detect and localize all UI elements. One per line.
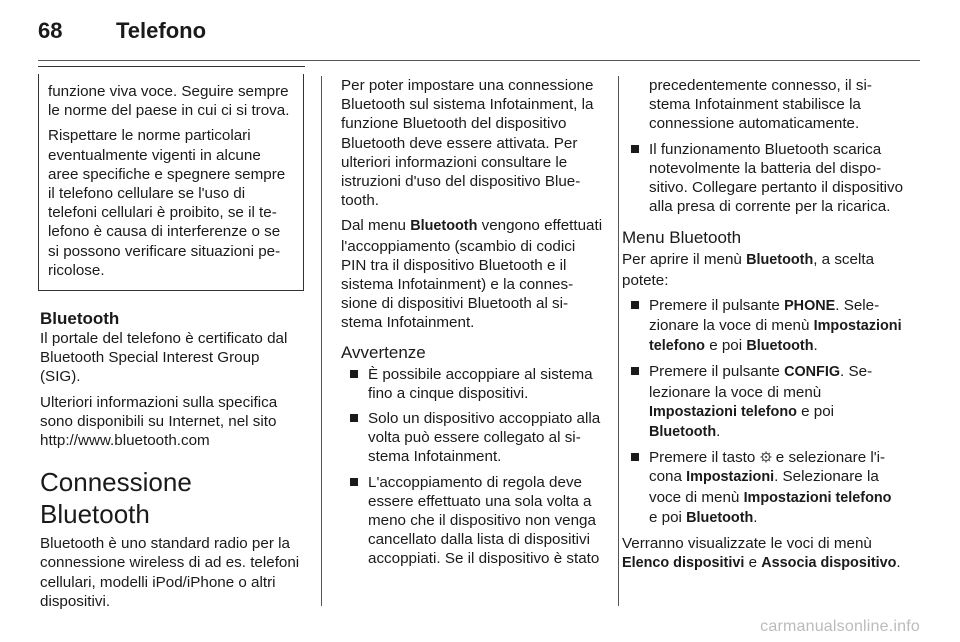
page-header <box>38 18 206 44</box>
menu-bluetooth-heading: Menu Bluetooth <box>622 228 742 248</box>
continued-paragraph: precedentemente connesso, il sistema Infotainment stabilisce la connessione automaticamente. <box>649 77 872 133</box>
text: Premere il pulsante <box>649 296 785 314</box>
ui-term-impostazioni-telefono: Impostazioni telefono <box>649 318 902 355</box>
text: . Selezionare la voce di menù <box>649 296 880 335</box>
text: e poi <box>704 337 747 355</box>
warning-box <box>38 74 304 291</box>
page-number: 68 <box>38 18 63 43</box>
battery-list <box>622 140 904 217</box>
warning-paragraph: funzione viva voce. Seguire sempre le norme del paese in cui ci si trova. <box>48 83 290 120</box>
text: e poi <box>796 402 835 420</box>
text: e selezionare l'icona <box>649 449 886 486</box>
text: e <box>744 554 762 572</box>
column-divider-2 <box>618 76 619 606</box>
ui-term-associa-dispositivo: Associa dispositivo <box>761 555 897 572</box>
avvertenze-heading: Avvertenze <box>341 342 426 362</box>
text: Dal menu <box>341 217 411 235</box>
ui-term-bluetooth: Bluetooth <box>746 252 814 269</box>
text: . <box>753 508 758 526</box>
list-item: È possibile accoppiare al sistema fino a cinque dispositivi. <box>341 365 603 403</box>
ui-term-bluetooth: Bluetooth <box>410 218 478 235</box>
text: vengono effettuati l'accoppiamento (scambio di codici PIN tra il dispositivo Bluetooth e il sistema Infotainment) e la connessione di dispositivi Bluetooth al sistema Infotainment. <box>341 217 603 332</box>
settings-icon <box>760 449 772 461</box>
ui-term-elenco-dispositivi: Elenco dispositivi <box>622 555 745 572</box>
column-2 <box>341 76 603 575</box>
paragraph: Per poter impostare una connessione Bluetooth sul sistema Infotainment, la funzione Bluetooth del dispositivo Bluetooth deve essere attivata. Per ulteriori informazioni consultare le istruzioni d'uso del dispositivo Bluetooth. <box>341 77 594 210</box>
ui-term-impostazioni-telefono: Impostazioni telefono <box>743 489 892 506</box>
text: e poi <box>649 508 687 526</box>
ui-term-impostazioni-telefono: Impostazioni telefono <box>649 403 797 420</box>
ui-term-bluetooth: Bluetooth <box>649 424 717 441</box>
list-item: Il funzionamento Bluetooth scarica notevolmente la batteria del dispositivo. Collegare pertanto il dispositivo alla presa di corrente per la ricarica. <box>622 140 904 217</box>
text: , a scelta potete: <box>622 251 875 289</box>
section-title: Telefono <box>116 18 207 43</box>
ui-term-impostazioni: Impostazioni <box>686 469 775 486</box>
warning-paragraph: Rispettare le norme particolari eventualmente vigenti in alcune aree specifiche e spegnere sempre il telefono cellulare se l'uso di telefoni cellulari è proibito, se il telefono è causa di interferenze o se si possono verificare situazioni pericolose. <box>48 127 286 279</box>
watermark: carmanualsonline.info <box>760 618 920 635</box>
text: Per aprire il menù <box>622 251 747 269</box>
text: . Selezionare la voce di menù <box>649 363 873 401</box>
header-divider <box>38 60 920 61</box>
bluetooth-heading: Bluetooth <box>40 309 120 329</box>
column-divider-1 <box>321 76 322 606</box>
connessione-heading: Connessione Bluetooth <box>40 467 192 530</box>
options-list <box>622 296 904 528</box>
notes-list <box>341 365 603 569</box>
text: Verranno visualizzate le voci di menù <box>622 535 872 553</box>
text: . <box>896 554 901 572</box>
ui-term-phone: PHONE <box>784 297 836 314</box>
list-item <box>622 448 904 528</box>
text: . Selezionare la voce di menù <box>649 468 879 506</box>
column-3 <box>622 76 904 579</box>
list-item: L'accoppiamento di regola deve essere effettuato una sola volta a meno che il dispositivo non venga cancellato dalla lista di dispositivi accoppiati. Se il dispositivo è stato <box>341 473 603 569</box>
bluetooth-paragraph: Ulteriori informazioni sulla specifica sono disponibili su Internet, nel sito http://www.bluetooth.com <box>40 393 278 450</box>
list-item <box>622 362 904 442</box>
menu-intro <box>622 250 904 289</box>
closing-paragraph <box>622 534 904 573</box>
bluetooth-paragraph: Il portale del telefono è certificato dal Bluetooth Special Interest Group (SIG). <box>40 330 288 386</box>
list-item: Solo un dispositivo accoppiato alla volta può essere collegato al sistema Infotainment. <box>341 409 603 467</box>
ui-term-bluetooth: Bluetooth <box>686 509 754 526</box>
connessione-paragraph: Bluetooth è uno standard radio per la connessione wireless di ad es. telefoni cellulari, modelli iPod/iPhone o altri dispositivi. <box>40 535 300 610</box>
column-1 <box>40 76 302 617</box>
text: Premere il pulsante <box>649 363 785 381</box>
text: Premere il tasto <box>649 449 760 467</box>
text: . <box>716 423 721 441</box>
ui-term-config: CONFIG <box>784 364 841 381</box>
ui-term-bluetooth: Bluetooth <box>746 338 814 355</box>
text: . <box>813 337 818 355</box>
paragraph <box>341 216 603 332</box>
list-item <box>622 296 904 357</box>
